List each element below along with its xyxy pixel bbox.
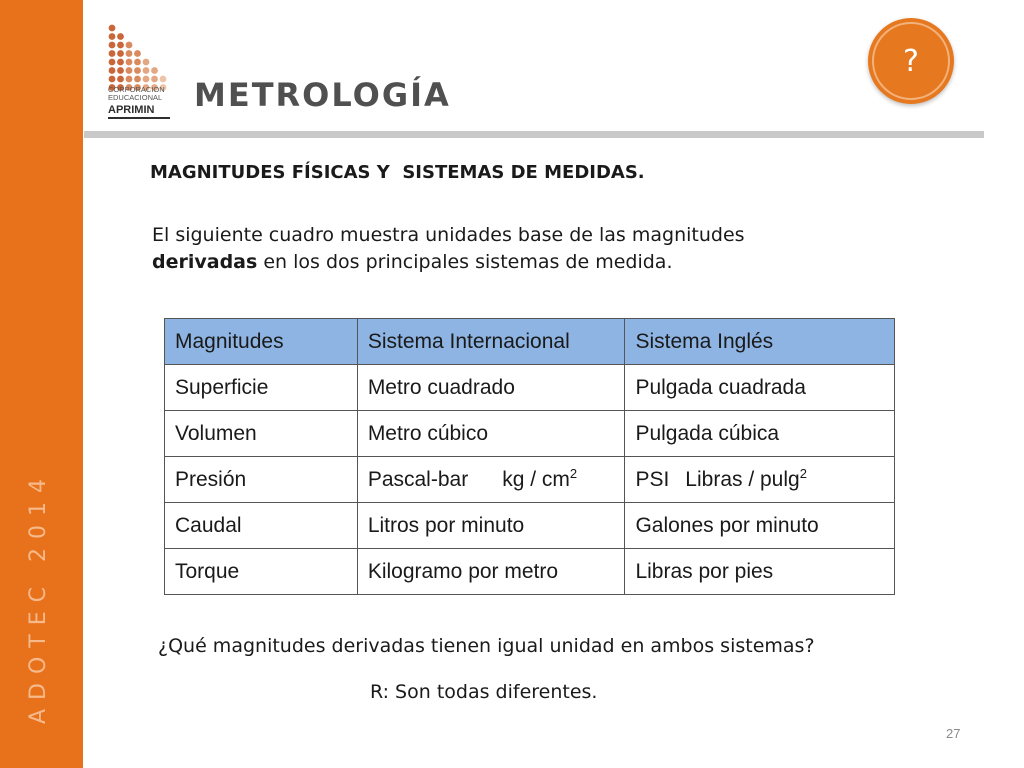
- logo-dot: [117, 67, 124, 74]
- logo-dot: [126, 67, 133, 74]
- logo-dot: [109, 67, 116, 74]
- logo-underline: [108, 117, 170, 119]
- table-header-cell: Magnitudes: [165, 319, 358, 365]
- answer-text: R: Son todas diferentes.: [370, 681, 598, 703]
- intro-paragraph: [152, 222, 912, 276]
- table-cell: [625, 457, 895, 503]
- logo-dot: [151, 76, 158, 83]
- logo-dot: [134, 59, 141, 66]
- table-cell: Superficie: [165, 365, 358, 411]
- table-row: [165, 457, 895, 503]
- table-row: [165, 549, 895, 595]
- logo-dot: [117, 33, 124, 40]
- table-cell: Volumen: [165, 411, 358, 457]
- logo-dot: [109, 50, 116, 57]
- logo-line1: CORPORACION: [108, 85, 165, 94]
- pressure-en-extra: Libras / pulg: [685, 467, 800, 491]
- table-header-cell: Sistema Internacional: [357, 319, 625, 365]
- table-cell: Metro cúbico: [357, 411, 625, 457]
- table-cell: Presión: [165, 457, 358, 503]
- page-title: METROLOGÍA: [194, 76, 451, 114]
- intro-text-2: en los dos principales sistemas de medida.: [257, 251, 673, 273]
- header-divider: [84, 131, 984, 138]
- table-cell: Galones por minuto: [625, 503, 895, 549]
- pressure-si-unit: Pascal-bar: [367, 467, 469, 491]
- logo-dot: [109, 25, 116, 32]
- help-badge[interactable]: [868, 18, 954, 104]
- table-cell: Metro cuadrado: [357, 365, 625, 411]
- logo-dot: [134, 76, 141, 83]
- logo-dot: [134, 67, 141, 74]
- logo-dot: [143, 59, 150, 66]
- logo-dot: [126, 76, 133, 83]
- sidebar-watermark: ADOTEC 2014: [26, 470, 51, 724]
- table-cell: Libras por pies: [625, 549, 895, 595]
- logo-dot: [109, 42, 116, 49]
- pressure-en-unit: PSI: [635, 467, 670, 491]
- page-number: 27: [946, 726, 961, 741]
- table-cell: Pulgada cúbica: [625, 411, 895, 457]
- help-icon: [872, 22, 950, 100]
- pressure-si-extra: kg / cm: [502, 467, 570, 491]
- table-cell: Torque: [165, 549, 358, 595]
- table-cell: Pulgada cuadrada: [625, 365, 895, 411]
- logo-dot: [109, 33, 116, 40]
- logo-text: [108, 86, 178, 102]
- logo-dot: [117, 42, 124, 49]
- table-cell: [357, 457, 625, 503]
- units-table: [164, 318, 895, 595]
- logo-dot: [117, 76, 124, 83]
- logo-dot: [143, 76, 150, 83]
- table-header-cell: Sistema Inglés: [625, 319, 895, 365]
- question-text: ¿Qué magnitudes derivadas tienen igual unidad en ambos sistemas?: [158, 635, 815, 657]
- table-row: [165, 503, 895, 549]
- logo-dot: [126, 59, 133, 66]
- intro-bold: derivadas: [152, 251, 258, 273]
- logo-dot: [151, 67, 158, 74]
- table-cell: Caudal: [165, 503, 358, 549]
- table-cell: Litros por minuto: [357, 503, 625, 549]
- logo-dot: [117, 59, 124, 66]
- logo-dot: [160, 76, 167, 83]
- logo-line2: EDUCACIONAL: [108, 93, 163, 102]
- logo-dot: [126, 42, 133, 49]
- logo-dot: [117, 50, 124, 57]
- logo-dot: [126, 50, 133, 57]
- pressure-si-sup: 2: [569, 465, 578, 481]
- table-row: [165, 365, 895, 411]
- table-row: [165, 411, 895, 457]
- pressure-en-sup: 2: [799, 465, 807, 481]
- logo-dot: [109, 76, 116, 83]
- section-title: MAGNITUDES FÍSICAS Y SISTEMAS DE MEDIDAS.: [150, 162, 645, 183]
- table-cell: Kilogramo por metro: [357, 549, 625, 595]
- logo-name: APRIMIN: [108, 104, 155, 116]
- intro-text-1: El siguiente cuadro muestra unidades base de las magnitudes: [152, 224, 745, 246]
- logo-dot: [143, 67, 150, 74]
- sidebar-band: [0, 0, 83, 768]
- help-icon-glyph: ?: [903, 43, 919, 79]
- logo-dot: [109, 59, 116, 66]
- table-header-row: [165, 319, 895, 365]
- logo-dot: [134, 50, 141, 57]
